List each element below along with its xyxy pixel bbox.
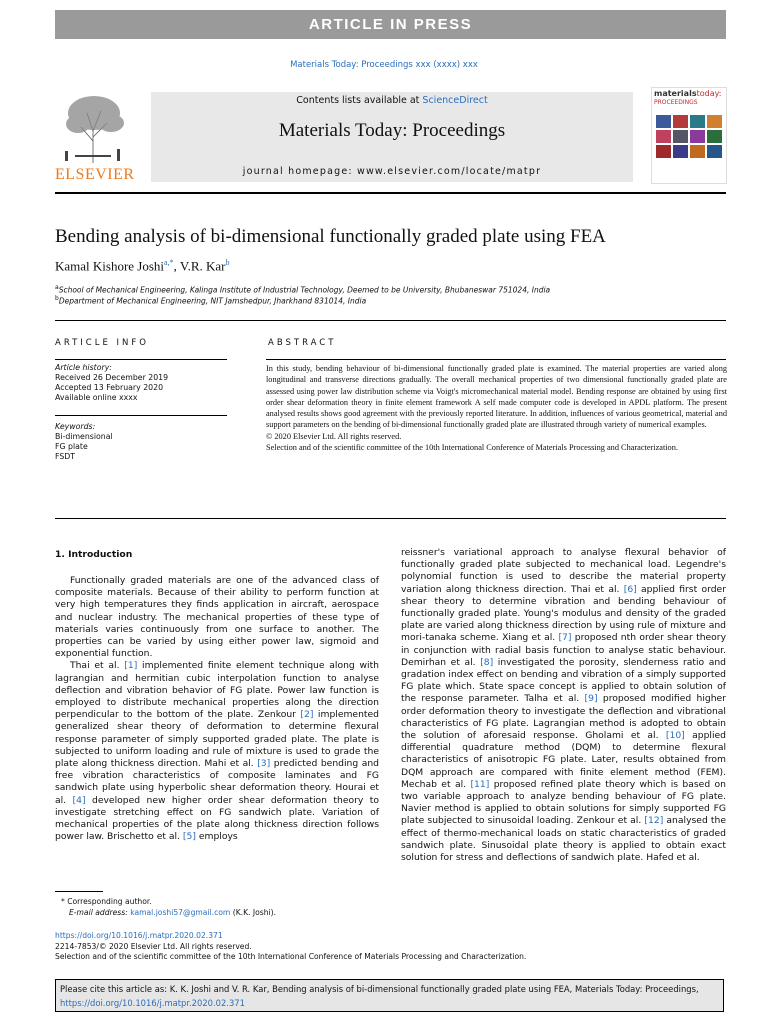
citation-doi-link[interactable]: https://doi.org/10.1016/j.matpr.2020.02.371 <box>60 998 245 1008</box>
abstract-body <box>266 363 727 453</box>
author-list <box>55 258 230 274</box>
keyword-item: FG plate <box>55 442 88 451</box>
keyword-item: Bi-dimensional <box>55 432 113 441</box>
paragraph <box>55 660 379 843</box>
author-affiliation-mark[interactable]: b <box>225 258 230 267</box>
affiliation-b <box>55 295 366 306</box>
available-date: Available online xxxx <box>55 393 138 402</box>
text-run: proposed refined plate theory which is based on two variable approach to analyze bending behaviour of FG plate. Navier method is applied to obtain solutions for simply supported FG plate subjected to sinusoidal loading. Zenkour et al. <box>401 778 726 827</box>
received-date: Received 26 December 2019 <box>55 373 169 382</box>
title-rule <box>55 320 726 321</box>
cover-image-grid <box>652 107 726 158</box>
cover-brand-materials: materials <box>654 89 697 98</box>
citation-link[interactable]: [2] <box>300 709 314 721</box>
affiliation-text: School of Mechanical Engineering, Kalinga Institute of Industrial Technology, Deemed to be University, Bhubaneswar 751024, India <box>58 285 551 295</box>
author-name: Kamal Kishore Joshi <box>55 258 165 274</box>
doi-block <box>55 931 726 963</box>
journal-homepage: journal homepage: www.elsevier.com/locate/matpr <box>242 166 542 177</box>
footnote-mark: * <box>61 897 65 906</box>
contents-line <box>151 95 633 106</box>
affiliation-mark: b <box>55 295 59 302</box>
article-title: Bending analysis of bi-dimensional functionally graded plate using FEA <box>55 226 606 247</box>
text-run: analysed the effect of thermo-mechanical loads on static characteristics of graded sandwich plate. Sinusoidal plate theory is applied to obtain exact solution for stress and deflections of sandwich plate. Hafed et al. <box>401 815 726 864</box>
citation-link[interactable]: [1] <box>124 660 138 672</box>
text-run: employs <box>195 831 238 843</box>
abstract-rule <box>266 359 726 360</box>
footnote-rule <box>55 891 103 892</box>
footnote-line <box>55 896 385 907</box>
affiliation-mark: a <box>55 284 59 291</box>
author-name: V.R. Kar <box>179 258 226 274</box>
citation-link[interactable]: [7] <box>558 632 572 644</box>
history-label: Article history: <box>55 363 112 372</box>
citation-link[interactable]: [11] <box>470 778 490 790</box>
text-run: investigated the porosity, slenderness ratio and gradation index effect on bending and vibration of a simply supported FG plate which. State space concept is applied to obtain solution of the response parameter. Talha et al. <box>401 656 727 705</box>
citation-link[interactable]: [9] <box>584 693 598 705</box>
body-rule <box>55 518 726 519</box>
journal-reference-link[interactable]: Materials Today: Proceedings xxx (xxxx) xxx <box>290 60 478 70</box>
article-info-divider <box>55 415 227 416</box>
abstract-selection: Selection and of the scientific committee of the 10th International Conference of Materials Processing and Characterization. <box>266 443 678 453</box>
author-separator: , <box>173 258 180 274</box>
article-info-rule <box>55 359 227 360</box>
text-run: proposed nth order shear theory in conjunction with radial basis function to analyse static behaviour. Demirhan et al. <box>401 632 727 668</box>
sciencedirect-link[interactable]: ScienceDirect <box>422 95 488 106</box>
elsevier-wordmark: ELSEVIER <box>55 166 135 183</box>
accepted-date: Accepted 13 February 2020 <box>55 383 164 392</box>
email-label: E-mail address: <box>69 908 131 917</box>
email-owner: (K.K. Joshi). <box>230 908 277 917</box>
body-column-right <box>401 547 726 864</box>
text-run: developed new higher order shear deformation theory to investigate stretching effect on FG sandwich plate. Variation of mechanical properties of the plate along thickness direction follows power law. Brischetto et al. <box>55 794 379 843</box>
paragraph <box>401 547 726 864</box>
citation-box <box>55 979 724 1012</box>
journal-cover-thumbnail <box>651 87 727 184</box>
text-run: applied differential quadrature method (DQM) to determine flexural characteristics of anisotropic FG plate. Later, results obtained from DQM approach are compared with finite element method (FEM). Mechab et al. <box>401 730 726 790</box>
citation-link[interactable]: [10] <box>665 730 685 742</box>
citation-link[interactable]: [5] <box>182 831 196 843</box>
text-run: reissner's variational approach to analyse flexural behavior of functionally graded plate subjected to mechanical load. Legendre's polynomial function is used to describe the material property variation along thickness direction. Thai et al. <box>401 547 726 595</box>
abstract-text: In this study, bending behaviour of bi-dimensional functionally graded plate is examined. The material properties are varied along longitudinal and transverse directions gradually. The overall mechanical properties of two dimensional functionally graded plate are assessed using power law distribution scheme via Voigt's micromechanical material model. Bending response are obtained by using first order shear deformation theory in finite element framework A self made computer code is developed in APDL platform. The present analysed results shows good agreement with the previously reported literature. In addition, influences of various geometrical, material and support parameters on the bending of bi-dimensional functionally graded plate are illustrated through variety of numerical examples. <box>266 364 727 430</box>
affiliation-text: Department of Mechanical Engineering, NIT Jamshedpur, Jharkhand 831014, India <box>58 296 367 306</box>
text-run: proposed modified higher order deformation theory to investigate the deflection and vibrational characteristics of FG plate. Lagrangian method is adopted to obtain the solution of aforesaid response. Gholami et al. <box>401 693 726 742</box>
keywords-block <box>55 422 227 462</box>
citation-link[interactable]: [6] <box>623 583 637 595</box>
header-rule <box>55 192 726 194</box>
text-run: Thai et al. <box>70 660 125 672</box>
journal-name: Materials Today: Proceedings <box>278 120 506 141</box>
article-in-press-banner: ARTICLE IN PRESS <box>55 10 726 39</box>
text-run: implemented finite element technique along with lagrangian and hermitian cubic interpolation function to analyse deflection and vibration behavior of FG plate. Power law function is employed to distribute mechanical properties along the direction perpendicular to the bottom of the plate. Zenkour <box>55 660 379 721</box>
footnote-email-line <box>55 907 385 918</box>
body-column-left <box>55 575 379 843</box>
paragraph: Functionally graded materials are one of the advanced class of composite materials. Because of their ability to perform function at very high temperatures they finds application in aircraft, aerospace and nuclear industry. The mechanical properties of these type of materials varies continuously from one surface to another. The properties can be varied by using either power law, sigmoid and exponential function. <box>55 575 379 660</box>
abstract-copyright: © 2020 Elsevier Ltd. All rights reserved. <box>266 431 402 441</box>
email-link[interactable]: kamal.joshi57@gmail.com <box>130 908 231 917</box>
article-history <box>55 363 227 403</box>
citation-link[interactable]: [12] <box>644 815 664 827</box>
citation-link[interactable]: [8] <box>480 656 494 668</box>
corresponding-author-label: Corresponding author. <box>64 897 152 906</box>
text-run: implemented generalized shear theory of deformation to determine flexural response parameter of simply supported graded plate. The plate is subjected to uniform loading and rule of mixture is used to grade the plate along thickness direction. Mahi et al. <box>55 709 379 770</box>
cover-brand <box>652 88 726 107</box>
contents-prefix: Contents lists available at <box>296 95 423 106</box>
article-info-heading: ARTICLE INFO <box>55 338 149 348</box>
text-run: predicted bending and free vibration characteristics of composite laminates and FG sandwich plate using hyperbolic shear deformation theory. Hourai et al. <box>55 758 379 806</box>
keyword-item: FSDT <box>55 452 76 461</box>
corresponding-author-footnote <box>55 896 385 918</box>
citation-text: Please cite this article as: K. K. Joshi and V. R. Kar, Bending analysis of bi-dimensional functionally graded plate using FEA, Materials Today: Proceedings, <box>60 984 699 994</box>
affiliation-a <box>55 284 550 295</box>
abstract-heading: ABSTRACT <box>268 338 337 348</box>
section-heading: 1. Introduction <box>55 549 133 560</box>
author-affiliation-mark[interactable]: a,* <box>164 258 174 267</box>
cover-brand-today: today: <box>696 89 722 98</box>
selection-line: Selection and of the scientific committee of the 10th International Conference of Materials Processing and Characterization. <box>55 952 527 961</box>
issn-line: 2214-7853/© 2020 Elsevier Ltd. All rights reserved. <box>55 941 252 951</box>
doi-link[interactable]: https://doi.org/10.1016/j.matpr.2020.02.371 <box>55 931 223 940</box>
text-run: applied first order shear theory to determine vibration and bending behaviour of functionally graded plate. Young's modulus and density of the graded plate are varied along thickness direction by using rule of mixture and mori-tanaka scheme. Xiang et al. <box>401 583 726 644</box>
keywords-label: Keywords: <box>55 422 96 431</box>
citation-link[interactable]: [4] <box>72 794 86 806</box>
citation-link[interactable]: [3] <box>257 758 271 770</box>
cover-brand-proceedings: PROCEEDINGS <box>654 99 698 106</box>
